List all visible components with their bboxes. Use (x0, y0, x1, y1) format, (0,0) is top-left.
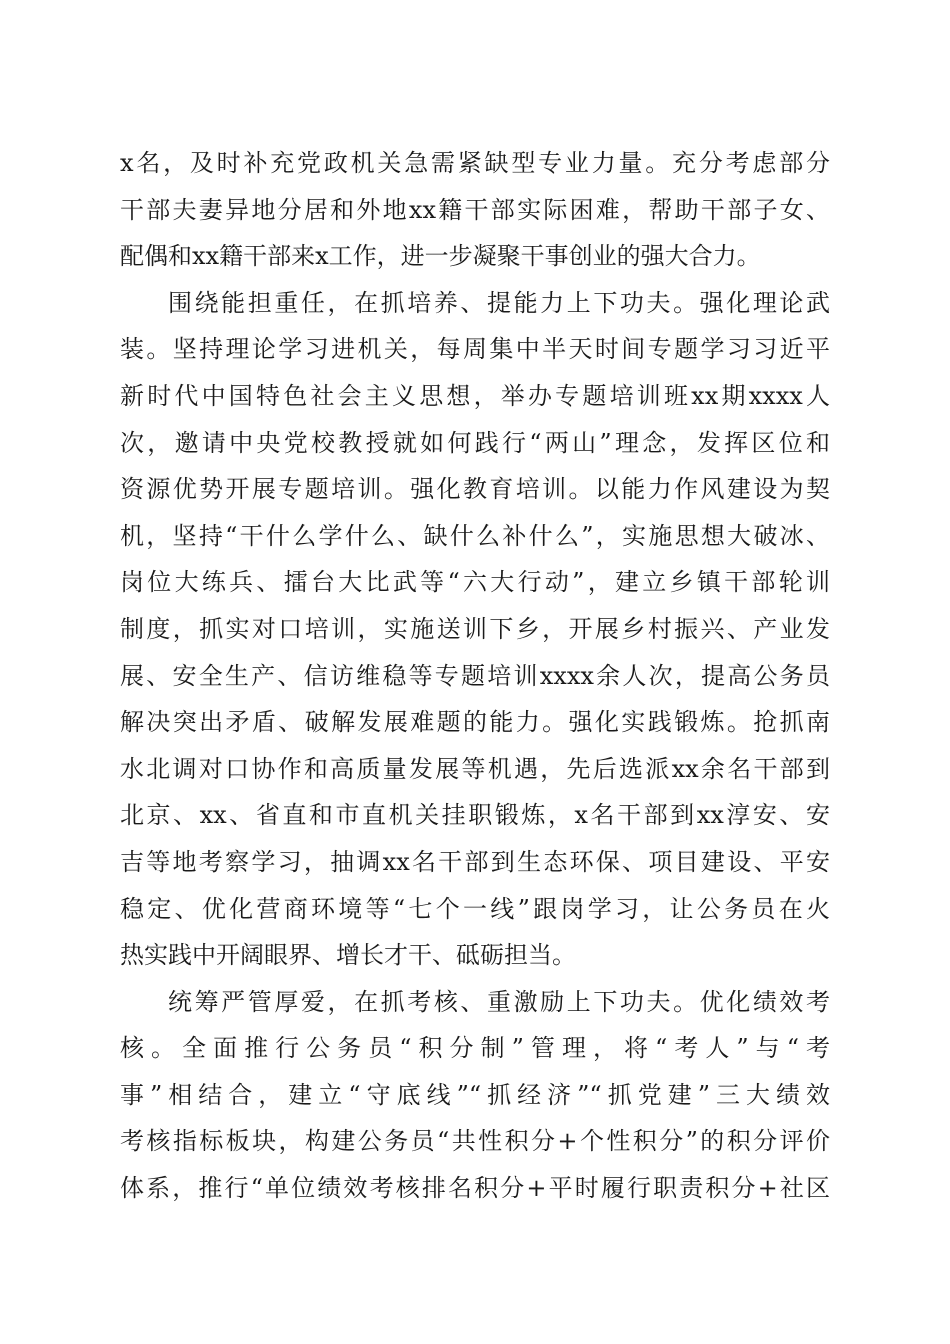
paragraph-start-line: 围绕能担重任，在抓培养、提能力上下功夫。强化理论武 (168, 288, 830, 317)
text-line: 次，邀请中央党校教授就如何践行“两山”理念，发挥区位和 (120, 428, 830, 457)
text-line: 装。坚持理论学习进机关，每周集中半天时间专题学习习近平 (120, 335, 830, 364)
text-line: 水北调对口协作和高质量发展等机遇，先后选派xx余名干部到 (120, 754, 830, 783)
text-line: 干部夫妻异地分居和外地xx籍干部实际困难，帮助干部子女、 (120, 195, 830, 224)
text-line: 稳定、优化营商环境等“七个一线”跟岗学习，让公务员在火 (120, 894, 830, 923)
body-text (120, 140, 830, 1212)
text-line: 解决突出矛盾、破解发展难题的能力。强化实践锻炼。抢抓南 (120, 708, 830, 737)
text-line: 新时代中国特色社会主义思想，举办专题培训班xx期xxxx人 (120, 381, 830, 410)
paragraph-start-line: 统筹严管厚爱，在抓考核、重激励上下功夫。优化绩效考 (168, 987, 830, 1016)
text-line: 岗位大练兵、擂台大比武等“六大行动”，建立乡镇干部轮训 (120, 568, 830, 597)
text-line: 配偶和xx籍干部来x工作，进一步凝聚干事创业的强大合力。 (120, 242, 761, 271)
text-line: 核。全面推行公务员“积分制”管理，将“考人”与“考 (120, 1034, 830, 1063)
text-line: 考核指标板块，构建公务员“共性积分+个性积分”的积分评价 (120, 1127, 830, 1156)
text-line: 展、安全生产、信访维稳等专题培训xxxx余人次，提高公务员 (120, 661, 830, 690)
text-line: 热实践中开阔眼界、增长才干、砥砺担当。 (120, 941, 576, 970)
text-line: 事”相结合，建立“守底线”“抓经济”“抓党建”三大绩效 (120, 1080, 830, 1109)
text-line: 资源优势开展专题培训。强化教育培训。以能力作风建设为契 (120, 475, 830, 504)
text-line: 北京、xx、省直和市直机关挂职锻炼，x名干部到xx淳安、安 (120, 801, 830, 830)
text-line: x名，及时补充党政机关急需紧缺型专业力量。充分考虑部分 (120, 149, 830, 177)
text-line: 吉等地考察学习，抽调xx名干部到生态环保、项目建设、平安 (120, 847, 830, 876)
text-line: 制度，抓实对口培训，实施送训下乡，开展乡村振兴、产业发 (120, 614, 830, 643)
text-line: 机，坚持“干什么学什么、缺什么补什么”，实施思想大破冰、 (120, 521, 830, 550)
text-line: 体系，推行“单位绩效考核排名积分+平时履行职责积分+社区 (120, 1174, 830, 1203)
